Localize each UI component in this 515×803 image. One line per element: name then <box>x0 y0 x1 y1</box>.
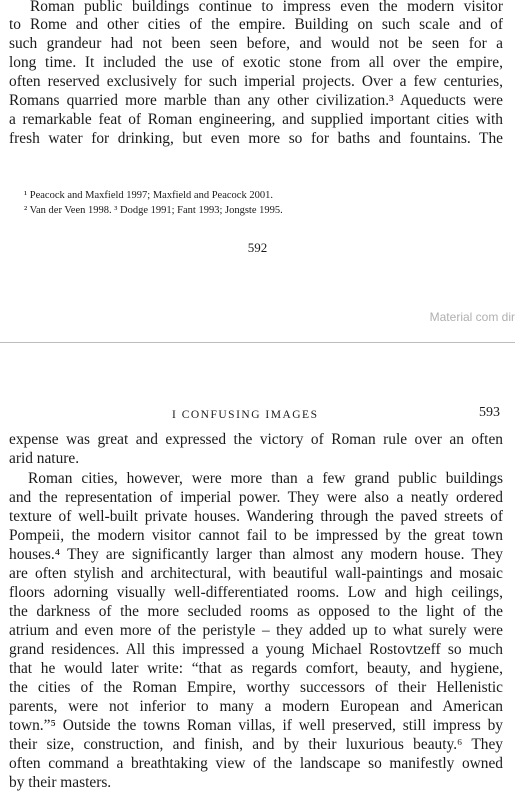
body-line: the cities of the Roman Empire, worthy successors of their Hellenistic <box>9 679 503 696</box>
running-head: I CONFUSING IMAGES <box>172 409 319 421</box>
body-line: that he would later write: “that as regards comfort, beauty, and hygiene, <box>9 660 503 677</box>
watermark: Material com dir <box>429 310 515 324</box>
body-line: the darkness of the more secluded rooms as opposed to the light of the <box>9 603 503 620</box>
body-line: such grandeur had not been seen before, and would not be seen for a <box>9 35 503 52</box>
body-line: parents, were not inferior to many a modern European and American <box>9 698 503 715</box>
body-line: Roman cities, however, were more than a few grand public buildings <box>28 470 503 487</box>
body-line: Pompeii, the modern visitor cannot fail to be impressed by the great town <box>9 527 503 544</box>
body-line: atrium and even more of the peristyle – they added up to what surely were <box>9 622 503 639</box>
body-line: arid nature. <box>9 450 80 467</box>
body-line: often command a breathtaking view of the landscape so manifestly owned <box>9 755 503 772</box>
body-line: Romans quarried more marble than any other civilization.³ Aqueducts were <box>9 92 503 109</box>
body-line: texture of well-built private houses. Wandering through the paved streets of <box>9 508 503 525</box>
footnote: ¹ Peacock and Maxfield 1997; Maxfield and Peacock 2001. <box>24 190 273 201</box>
body-line: to Rome and other cities of the empire. Building on such scale and of <box>9 16 503 33</box>
body-line: are often stylish and architectural, with beautiful wall-paintings and mosaic <box>9 565 503 582</box>
body-line: by their masters. <box>9 774 112 791</box>
body-line: fresh water for drinking, but even more so for baths and fountains. The <box>9 130 503 147</box>
page-593 <box>0 350 515 803</box>
page-number: 593 <box>479 405 500 420</box>
page-592 <box>0 0 515 340</box>
body-line: town.”⁵ Outside the towns Roman villas, if well preserved, still impress by <box>9 717 503 734</box>
body-line: grand residences. All this impressed a young Michael Rostovtzeff so much <box>9 641 503 658</box>
body-line: their size, construction, and finish, and by their luxurious beauty.⁶ They <box>9 736 503 753</box>
body-line: Roman public buildings continue to impress even the modern visitor <box>30 0 503 15</box>
body-line: expense was great and expressed the victory of Roman rule over an often <box>9 431 503 448</box>
body-line: often reserved exclusively for such imperial projects. Over a few centuries, <box>9 73 503 90</box>
body-line: and the representation of imperial power. They were also a neatly ordered <box>9 489 503 506</box>
footnote: ² Van der Veen 1998. ³ Dodge 1991; Fant 1993; Jongste 1995. <box>24 205 283 216</box>
body-line: a remarkable feat of Roman engineering, and supplied important cities with <box>9 111 503 128</box>
body-line: floors adorning visually well-differentiated rooms. Low and high ceilings, <box>9 584 503 601</box>
body-line: long time. It included the use of exotic stone from all over the empire, <box>9 54 503 71</box>
body-line: houses.⁴ They are significantly larger than almost any modern house. They <box>9 546 503 563</box>
page-separator <box>0 342 515 343</box>
page-number: 592 <box>247 240 268 255</box>
